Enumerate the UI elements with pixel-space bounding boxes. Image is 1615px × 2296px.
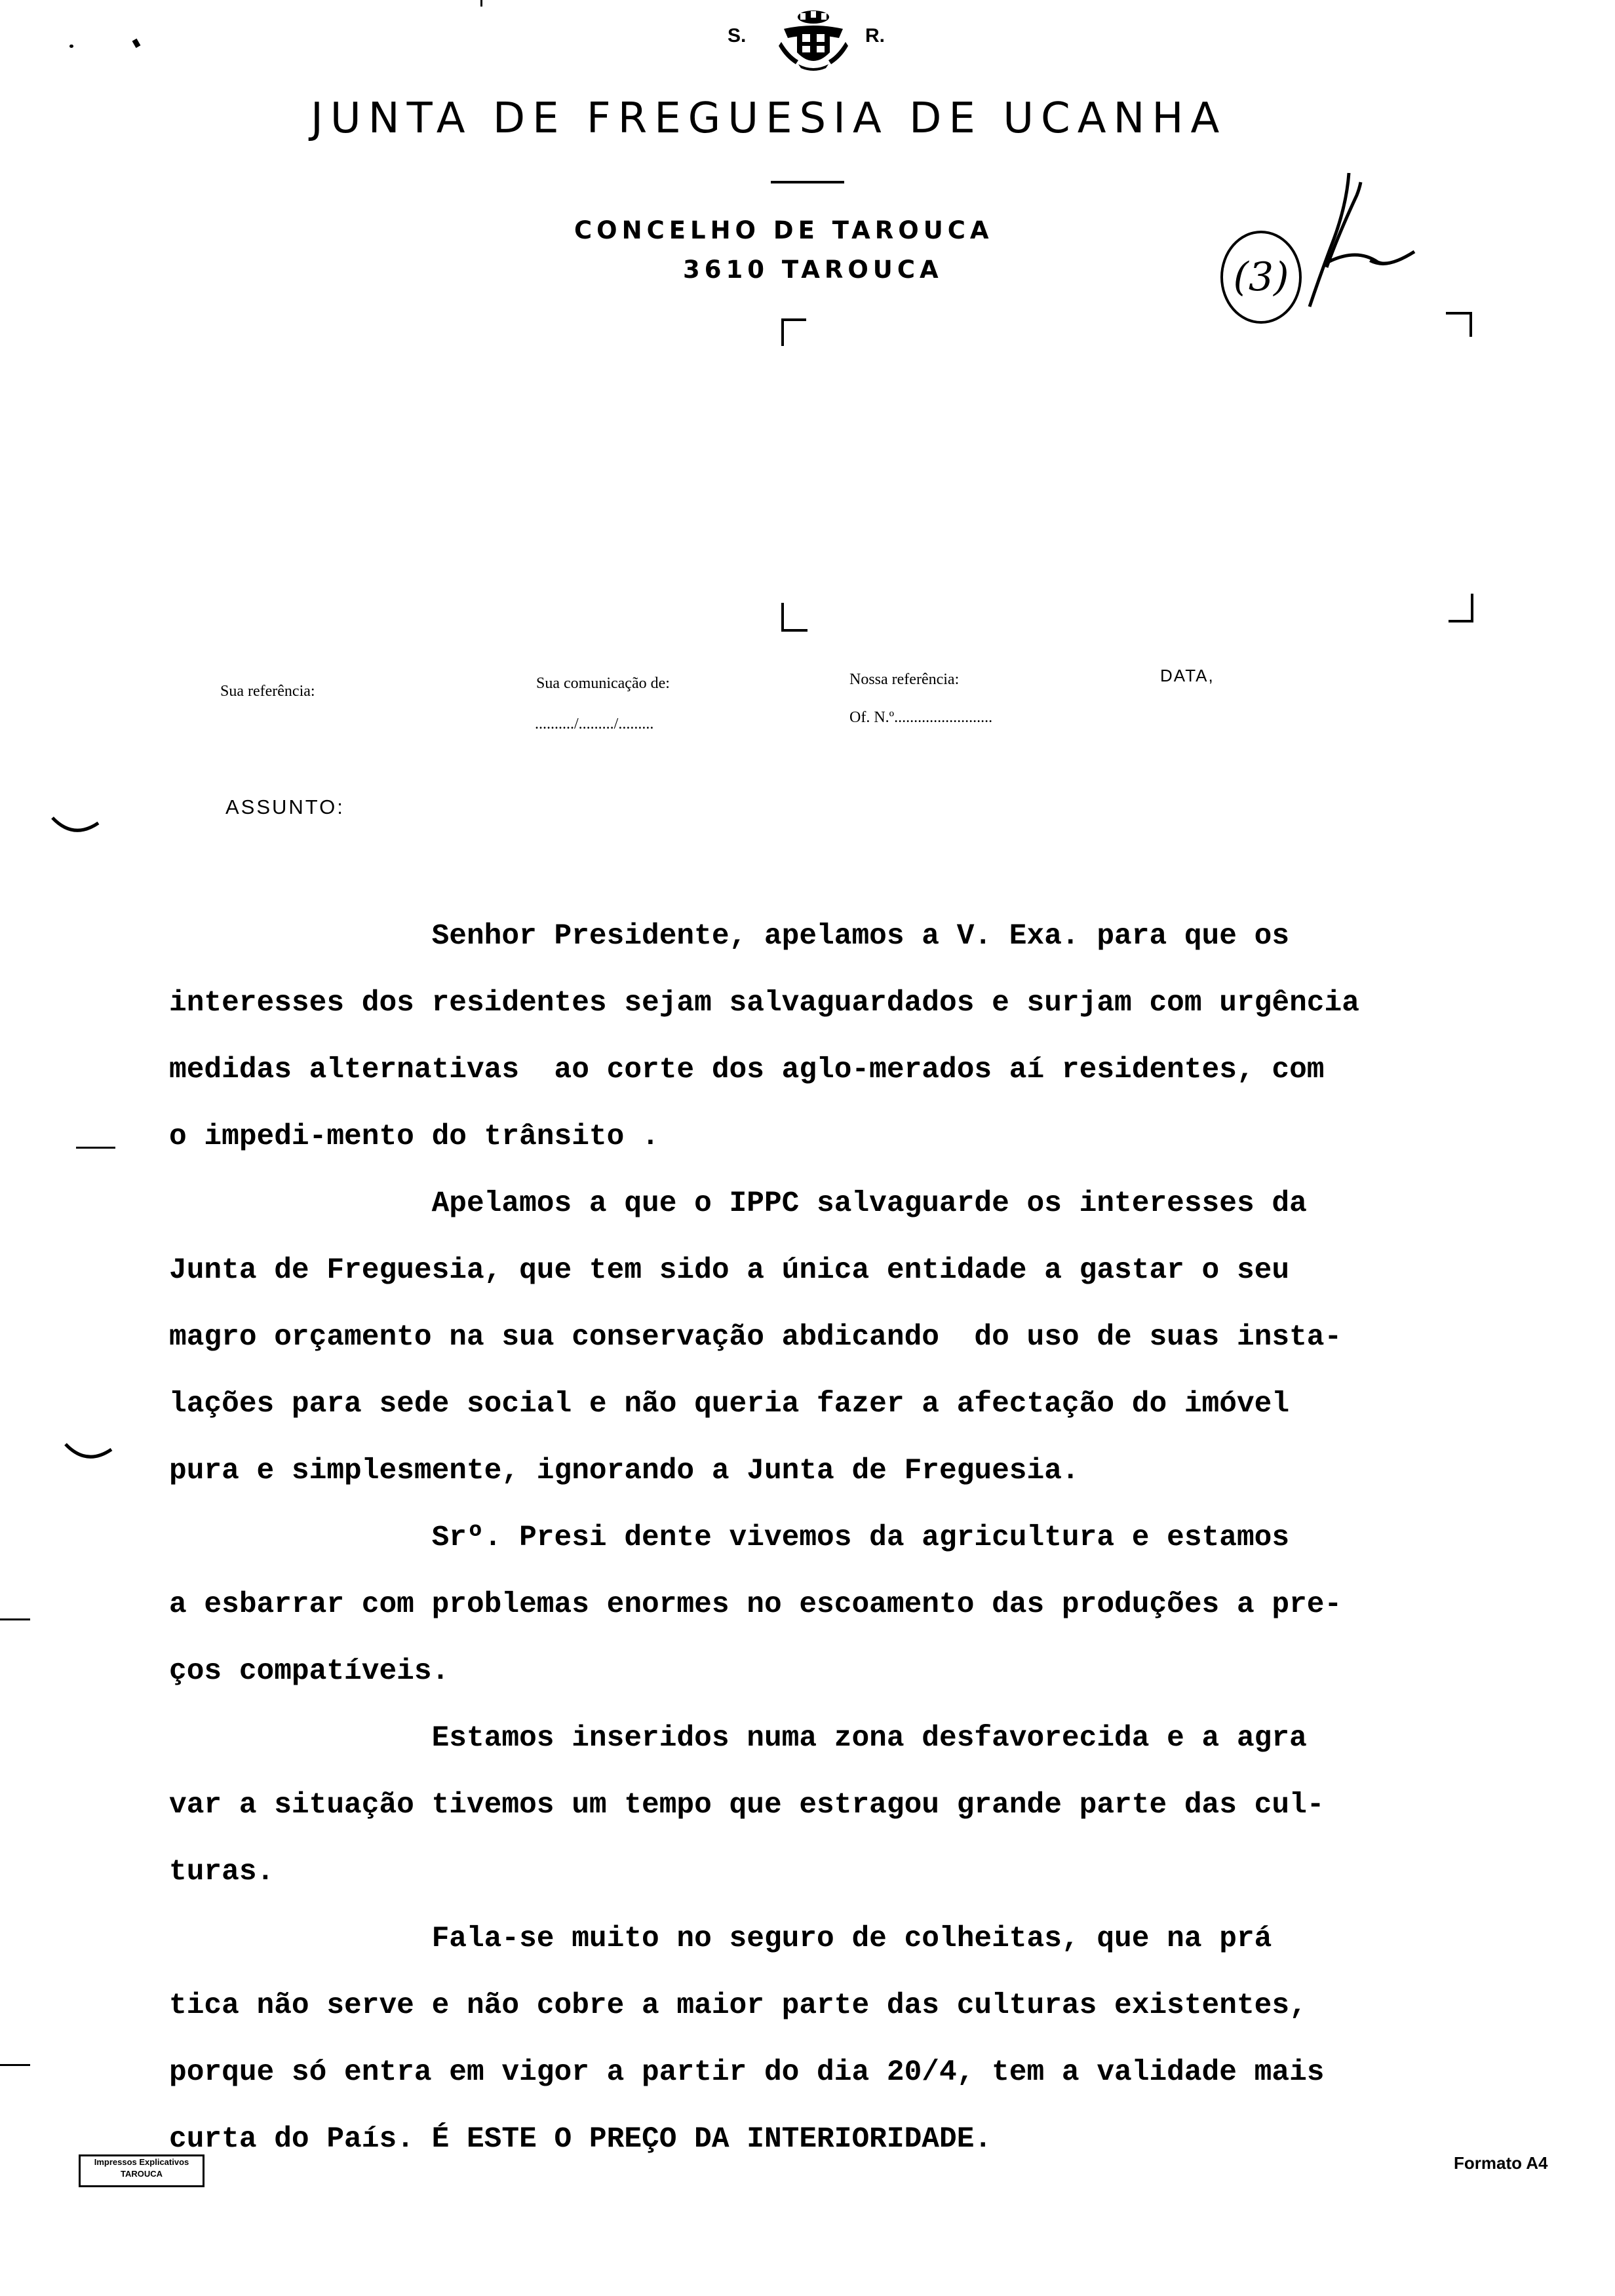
- letter-body: [169, 903, 1526, 2173]
- sua-comunicacao-blank: ........../........./.........: [535, 716, 654, 733]
- fold-mark: [76, 1147, 115, 1149]
- body-line: Estamos inseridos numa zona desfavorecida e a agra: [169, 1722, 1307, 1755]
- body-line: Senhor Presidente, apelamos a V. Exa. para que os: [169, 920, 1290, 953]
- handwritten-initials-icon: [1304, 169, 1435, 313]
- body-line: var a situação tivemos um tempo que estragou grande parte das cul-: [169, 1789, 1325, 1822]
- body-line: Fala-se muito no seguro de colheitas, que na prá: [169, 1923, 1272, 1955]
- stray-mark: [69, 45, 73, 48]
- fold-mark: [0, 1618, 30, 1620]
- letterhead-left-mark: S.: [728, 25, 747, 47]
- assunto-label: ASSUNTO:: [225, 795, 345, 818]
- stray-mark: [132, 39, 141, 48]
- body-line: porque só entra em vigor a partir do dia 20/4, tem a validade mais: [169, 2056, 1325, 2089]
- sua-referencia-label: Sua referência:: [220, 683, 315, 700]
- body-line: medidas alternativas ao corte dos aglo-merados aí residentes, com: [169, 1054, 1325, 1086]
- sua-comunicacao-label: Sua comunicação de:: [536, 675, 670, 692]
- body-line: magro orçamento na sua conservação abdicando do uso de suas insta-: [169, 1321, 1342, 1354]
- stray-mark: [480, 0, 482, 7]
- body-line: pura e simplesmente, ignorando a Junta de Freguesia.: [169, 1455, 1080, 1487]
- punch-mark: [50, 814, 102, 840]
- nossa-referencia-label: Nossa referência:: [849, 671, 960, 688]
- letterhead-title: JUNTA DE FREGUESIA DE UCANHA: [311, 94, 1227, 143]
- body-line: o impedi-mento do trânsito .: [169, 1120, 659, 1153]
- data-label: DATA,: [1160, 666, 1215, 685]
- body-line: a esbarrar com problemas enormes no escoamento das produções a pre-: [169, 1588, 1342, 1621]
- council-postcode: 3610 TAROUCA: [683, 256, 943, 284]
- body-line: lações para sede social e não queria fazer a afectação do imóvel: [169, 1388, 1290, 1421]
- body-line: tica não serve e não cobre a maior parte das culturas existentes,: [169, 1989, 1307, 2022]
- stamp-line-2: TAROUCA: [120, 2169, 163, 2179]
- body-line: Srº. Presi dente vivemos da agricultura e estamos: [169, 1521, 1290, 1554]
- crop-mark-top-right: [1446, 312, 1472, 337]
- body-line: turas.: [169, 1856, 275, 1888]
- crop-mark-top-left: [781, 318, 806, 346]
- paper-format-label: Formato A4: [1454, 2153, 1548, 2173]
- council-name: CONCELHO DE TAROUCA: [574, 216, 994, 244]
- body-line: Junta de Freguesia, que tem sido a única entidade a gastar o seu: [169, 1254, 1290, 1287]
- crop-mark-bottom-left: [781, 603, 808, 632]
- fold-mark: [0, 2064, 30, 2066]
- letterhead-rule: [771, 181, 844, 183]
- punch-mark: [63, 1440, 115, 1466]
- coat-of-arms-icon: [779, 9, 848, 72]
- letterhead-right-mark: R.: [865, 25, 885, 47]
- stamp-line-1: Impressos Explicativos: [94, 2157, 189, 2167]
- body-line: curta do País. É ESTE O PREÇO DA INTERIORIDADE.: [169, 2123, 992, 2156]
- body-line: interesses dos residentes sejam salvaguardados e surjam com urgência: [169, 987, 1359, 1020]
- body-line: Apelamos a que o IPPC salvaguarde os interesses da: [169, 1187, 1307, 1220]
- printer-stamp: [79, 2154, 204, 2187]
- body-line: ços compatíveis.: [169, 1655, 450, 1688]
- handwritten-number-text: (3): [1233, 254, 1289, 300]
- crop-mark-bottom-right: [1449, 594, 1473, 622]
- of-numero-line: Of. N.º.........................: [849, 709, 993, 726]
